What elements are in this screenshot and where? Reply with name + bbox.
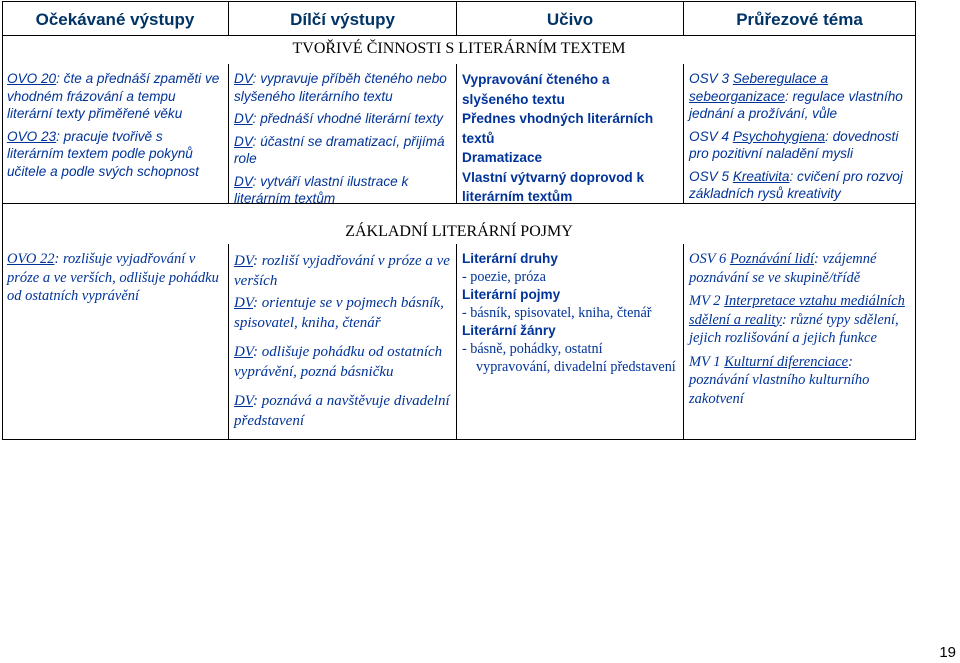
- partial-item: DV: orientuje se v pojmech básník, spisovatel, kniha, čtenář: [234, 295, 444, 331]
- curriculum-table: [2, 1, 916, 440]
- curriculum-item: Vypravování čteného a slyšeného textu: [462, 72, 610, 107]
- partial-outputs-cell: [234, 252, 452, 436]
- partial-item: DV: vytváří vlastní ilustrace k literárním textům: [234, 173, 409, 206]
- partial-item: DV: přednáší vhodné literární texty: [234, 111, 444, 126]
- col-divider: [456, 244, 457, 440]
- curriculum-item: Vlastní výtvarný doprovod k literárním textům: [462, 169, 645, 204]
- col-divider: [456, 64, 457, 204]
- curriculum-item: Přednes vhodných literárních textů: [462, 111, 654, 146]
- table-border-right: [915, 1, 916, 440]
- output-code: OVO 23: [7, 128, 57, 144]
- expected-outputs-cell: [7, 70, 223, 185]
- header-cross-themes: Průřezové téma: [736, 10, 863, 29]
- theme-item: MV 2 Interpretace vztahu mediálních sdělení a reality: různé typy sdělení, jejich rozlišování a jejich funkce: [689, 293, 905, 346]
- theme-item: OSV 4 Psychohygiena: dovednosti pro pozitivní naladění mysli: [689, 128, 899, 161]
- theme-link[interactable]: Interpretace vztahu mediálních sdělení a reality: [689, 293, 905, 328]
- partial-code: DV: [234, 344, 254, 360]
- theme-item: OSV 6 Poznávání lidí: vzájemné poznávání se ve skupině/třídě: [689, 251, 877, 286]
- theme-link[interactable]: Kreativita: [732, 168, 790, 184]
- partial-item: DV: poznává a navštěvuje divadelní představení: [234, 393, 450, 429]
- section-title-creative: TVOŘIVÉ ČINNOSTI S LITERÁRNÍM TEXTEM: [292, 40, 626, 57]
- output-code: OVO 22: [7, 251, 55, 267]
- partial-item: DV: vypravuje příběh čteného nebo slyšeného literárního textu: [234, 71, 447, 104]
- output-item: OVO 20: čte a přednáší zpaměti ve vhodném frázování a tempu literární texty přiměřené věku: [7, 71, 220, 121]
- partial-item: DV: odlišuje pohádku od ostatních vyprávění, pozná básničku: [234, 344, 443, 380]
- partial-code: DV: [234, 393, 254, 409]
- page-number: 19: [939, 644, 956, 661]
- col-divider: [683, 64, 684, 204]
- cross-themes-cell: [689, 70, 911, 208]
- col-divider: [228, 64, 229, 204]
- output-item: OVO 22: rozlišuje vyjadřování v próze a ve verších, odlišuje pohádku od ostatních vyprávění: [7, 251, 219, 304]
- theme-link[interactable]: Psychohygiena: [732, 128, 826, 144]
- curriculum-cell: [462, 250, 680, 376]
- header-expected-outputs: Očekávané výstupy: [35, 10, 195, 29]
- curriculum-item: - básník, spisovatel, kniha, čtenář: [462, 305, 652, 321]
- partial-item: DV: rozliší vyjadřování v próze a ve verších: [234, 253, 450, 289]
- curriculum-item: Dramatizace: [462, 150, 543, 165]
- theme-link[interactable]: Seberegulace a sebeorganizace: [689, 71, 829, 104]
- theme-link[interactable]: Poznávání lidí: [729, 251, 815, 267]
- curriculum-cell: [462, 70, 678, 207]
- partial-item: DV: účastní se dramatizací, přijímá role: [234, 133, 445, 166]
- table-border-left: [2, 1, 3, 440]
- theme-link[interactable]: Kulturní diferenciace: [724, 353, 849, 370]
- output-code: OVO 20: [7, 71, 57, 86]
- partial-code: DV: [234, 133, 253, 149]
- partial-code: DV: [234, 173, 253, 189]
- table-border-top: [2, 1, 916, 2]
- partial-code: DV: [234, 253, 254, 269]
- curriculum-item: - básně, pohádky, ostatní vypravování, divadelní představení: [462, 341, 676, 375]
- header-partial-outputs: Dílčí výstupy: [290, 10, 395, 29]
- partial-code: DV: [234, 295, 254, 311]
- header-divider: [2, 35, 916, 36]
- cross-themes-cell: [689, 250, 911, 413]
- col-divider: [228, 244, 229, 440]
- theme-item: OSV 3 Seberegulace a sebeorganizace: regulace vlastního jednání a prožívání, vůle: [689, 71, 903, 121]
- table-border-bottom: [2, 439, 916, 440]
- partial-code: DV: [234, 111, 253, 126]
- theme-item: OSV 5 Kreativita: cvičení pro rozvoj základních rysů kreativity: [689, 168, 903, 201]
- curriculum-heading: Literární pojmy: [462, 287, 561, 302]
- curriculum-heading: Literární druhy: [462, 251, 558, 266]
- partial-outputs-cell: [234, 70, 450, 213]
- theme-item: MV 1 Kulturní diferenciace: poznávání vlastního kulturního zakotvení: [689, 353, 870, 407]
- curriculum-item: - poezie, próza: [462, 269, 546, 285]
- col-divider: [683, 244, 684, 440]
- section-title-literary-terms: ZÁKLADNÍ LITERÁRNÍ POJMY: [345, 223, 573, 240]
- output-item: OVO 23: pracuje tvořivě s literárním textem podle pokynů učitele a podle svých schopnost: [7, 128, 199, 179]
- expected-outputs-cell: [7, 250, 223, 311]
- curriculum-heading: Literární žánry: [462, 323, 556, 338]
- header-curriculum: Učivo: [546, 10, 594, 29]
- partial-code: DV: [234, 71, 253, 86]
